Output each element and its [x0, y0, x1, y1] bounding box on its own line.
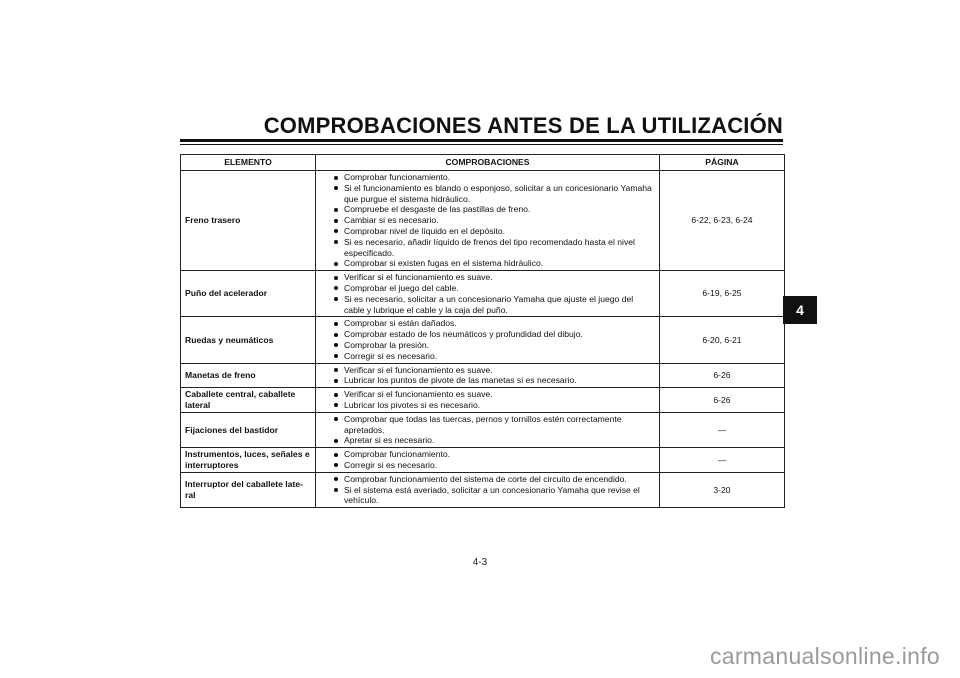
check-item: [334, 340, 653, 351]
bullet-icon: [334, 240, 338, 244]
check-list: [334, 172, 653, 269]
bullet-icon: [334, 262, 338, 266]
check-text: Verificar si el funcionamiento es suave.: [344, 272, 493, 283]
bullet-icon: [334, 439, 338, 443]
table-row: [181, 388, 785, 413]
table-row: [181, 363, 785, 388]
column-header-checks: COMPROBACIONES: [316, 155, 660, 171]
page-number: 4-3: [472, 557, 488, 568]
check-item: [334, 318, 653, 329]
bullet-icon: [334, 333, 338, 337]
bullet-icon: [334, 463, 338, 467]
bullet-icon: [334, 286, 338, 290]
row-checks: [316, 271, 660, 317]
page-title: COMPROBACIONES ANTES DE LA UTILIZACIÓN: [263, 113, 783, 138]
row-page: 6-22, 6-23, 6-24: [660, 171, 785, 271]
bullet-icon: [334, 379, 338, 383]
bullet-icon: [334, 176, 338, 180]
check-item: [334, 272, 653, 283]
check-text: Corregir si es necesario.: [344, 350, 438, 361]
check-item: [334, 172, 653, 183]
check-item: [334, 237, 653, 259]
table-row: [181, 171, 785, 271]
check-item: [334, 294, 653, 316]
row-checks: [316, 448, 660, 473]
check-list: [334, 474, 653, 506]
check-text: Verificar si el funcionamiento es suave.: [344, 364, 493, 375]
column-header-element: ELEMENTO: [181, 155, 316, 171]
table-row: [181, 317, 785, 363]
bullet-icon: [334, 417, 338, 421]
check-item: [334, 400, 653, 411]
check-text: Comprobar estado de los neumáticos y profundidad del dibujo.: [344, 329, 583, 340]
check-item: [334, 258, 653, 269]
row-element: Ruedas y neumáticos: [181, 317, 316, 363]
check-text: Si es necesario, añadir líquido de frenos del tipo recomendado hasta el nivel especificado.: [344, 236, 635, 258]
check-list: [334, 318, 653, 361]
bullet-icon: [334, 186, 338, 190]
check-text: Apretar si es necesario.: [344, 435, 435, 446]
bullet-icon: [334, 208, 338, 212]
row-page: 6-19, 6-25: [660, 271, 785, 317]
check-item: [334, 283, 653, 294]
check-text: Lubricar los puntos de pivote de las manetas si es necesario.: [344, 375, 577, 386]
check-item: [334, 414, 653, 436]
bullet-icon: [334, 322, 338, 326]
check-text: Comprobar si están dañados.: [344, 318, 457, 329]
check-item: [334, 226, 653, 237]
check-text: Si el sistema está averiado, solicitar a un concesionario Yamaha que revise el vehículo.: [344, 484, 640, 506]
row-element: Fijaciones del bastidor: [181, 412, 316, 447]
check-item: [334, 389, 653, 400]
check-text: Comprobar funcionamiento.: [344, 172, 451, 182]
watermark: carmanualsonline.info: [709, 643, 940, 669]
bullet-icon: [334, 403, 338, 407]
row-checks: [316, 412, 660, 447]
row-element: Puño del acelerador: [181, 271, 316, 317]
title-underline-thin: [180, 144, 783, 145]
check-text: Comprobar que todas las tuercas, pernos y tornillos estén correctamente apretados.: [344, 413, 622, 435]
row-checks: [316, 472, 660, 507]
check-text: Si es necesario, solicitar a un concesionario Yamaha que ajuste el juego del cable y lubrique el cable y la caja del puño.: [344, 293, 634, 315]
check-list: [334, 389, 653, 411]
table-row: [181, 412, 785, 447]
table-row: [181, 448, 785, 473]
check-text: Cambiar si es necesario.: [344, 215, 439, 226]
check-list: [334, 449, 653, 471]
bullet-icon: [334, 488, 338, 492]
check-item: [334, 183, 653, 205]
row-page: —: [660, 448, 785, 473]
check-text: Corregir si es necesario.: [344, 459, 438, 470]
row-page: 6-26: [660, 388, 785, 413]
check-list: [334, 365, 653, 387]
row-page: 6-20, 6-21: [660, 317, 785, 363]
row-checks: [316, 317, 660, 363]
check-item: [334, 449, 653, 460]
row-element: Interruptor del caballete late-ral: [181, 472, 316, 507]
table-row: [181, 271, 785, 317]
check-item: [334, 329, 653, 340]
row-element: Manetas de freno: [181, 363, 316, 388]
check-text: Comprobar funcionamiento.: [344, 449, 451, 460]
bullet-icon: [334, 219, 338, 223]
row-checks: [316, 171, 660, 271]
check-text: Comprobar el juego del cable.: [344, 282, 459, 293]
check-text: Compruebe el desgaste de las pastillas de freno.: [344, 204, 531, 215]
check-text: Comprobar la presión.: [344, 339, 430, 350]
check-text: Comprobar funcionamiento del sistema de corte del circuito de encendido.: [344, 473, 627, 484]
check-item: [334, 351, 653, 362]
check-text: Lubricar los pivotes si es necesario.: [344, 399, 481, 410]
chapter-tab: 4: [783, 296, 817, 324]
bullet-icon: [334, 368, 338, 372]
row-page: 6-26: [660, 363, 785, 388]
table-row: [181, 472, 785, 507]
title-underline-thick: [180, 139, 783, 142]
check-list: [334, 272, 653, 315]
check-item: [334, 485, 653, 507]
bullet-icon: [334, 393, 338, 397]
column-header-page: PÁGINA: [660, 155, 785, 171]
bullet-icon: [334, 453, 338, 457]
check-item: [334, 375, 653, 386]
check-item: [334, 365, 653, 376]
row-page: 3-20: [660, 472, 785, 507]
bullet-icon: [334, 276, 338, 280]
table-header-row: [181, 155, 785, 171]
check-list: [334, 414, 653, 446]
check-text: Verificar si el funcionamiento es suave.: [344, 389, 493, 400]
table-body: [181, 171, 785, 508]
row-element: Freno trasero: [181, 171, 316, 271]
check-item: [334, 474, 653, 485]
check-item: [334, 215, 653, 226]
check-item: [334, 435, 653, 446]
row-checks: [316, 363, 660, 388]
check-item: [334, 204, 653, 215]
check-text: Comprobar si existen fugas en el sistema hidráulico.: [344, 258, 544, 269]
row-element: Instrumentos, luces, señales e interruptores: [181, 448, 316, 473]
row-element: Caballete central, caballete lateral: [181, 388, 316, 413]
pre-operation-checks-table: [180, 154, 785, 508]
bullet-icon: [334, 229, 338, 233]
check-text: Comprobar nivel de líquido en el depósito.: [344, 225, 505, 236]
check-item: [334, 460, 653, 471]
check-text: Si el funcionamiento es blando o esponjoso, solicitar a un concesionario Yamaha que purgue el sistema hidráulico.: [344, 182, 652, 204]
bullet-icon: [334, 343, 338, 347]
row-page: —: [660, 412, 785, 447]
row-checks: [316, 388, 660, 413]
bullet-icon: [334, 354, 338, 358]
bullet-icon: [334, 477, 338, 481]
bullet-icon: [334, 297, 338, 301]
